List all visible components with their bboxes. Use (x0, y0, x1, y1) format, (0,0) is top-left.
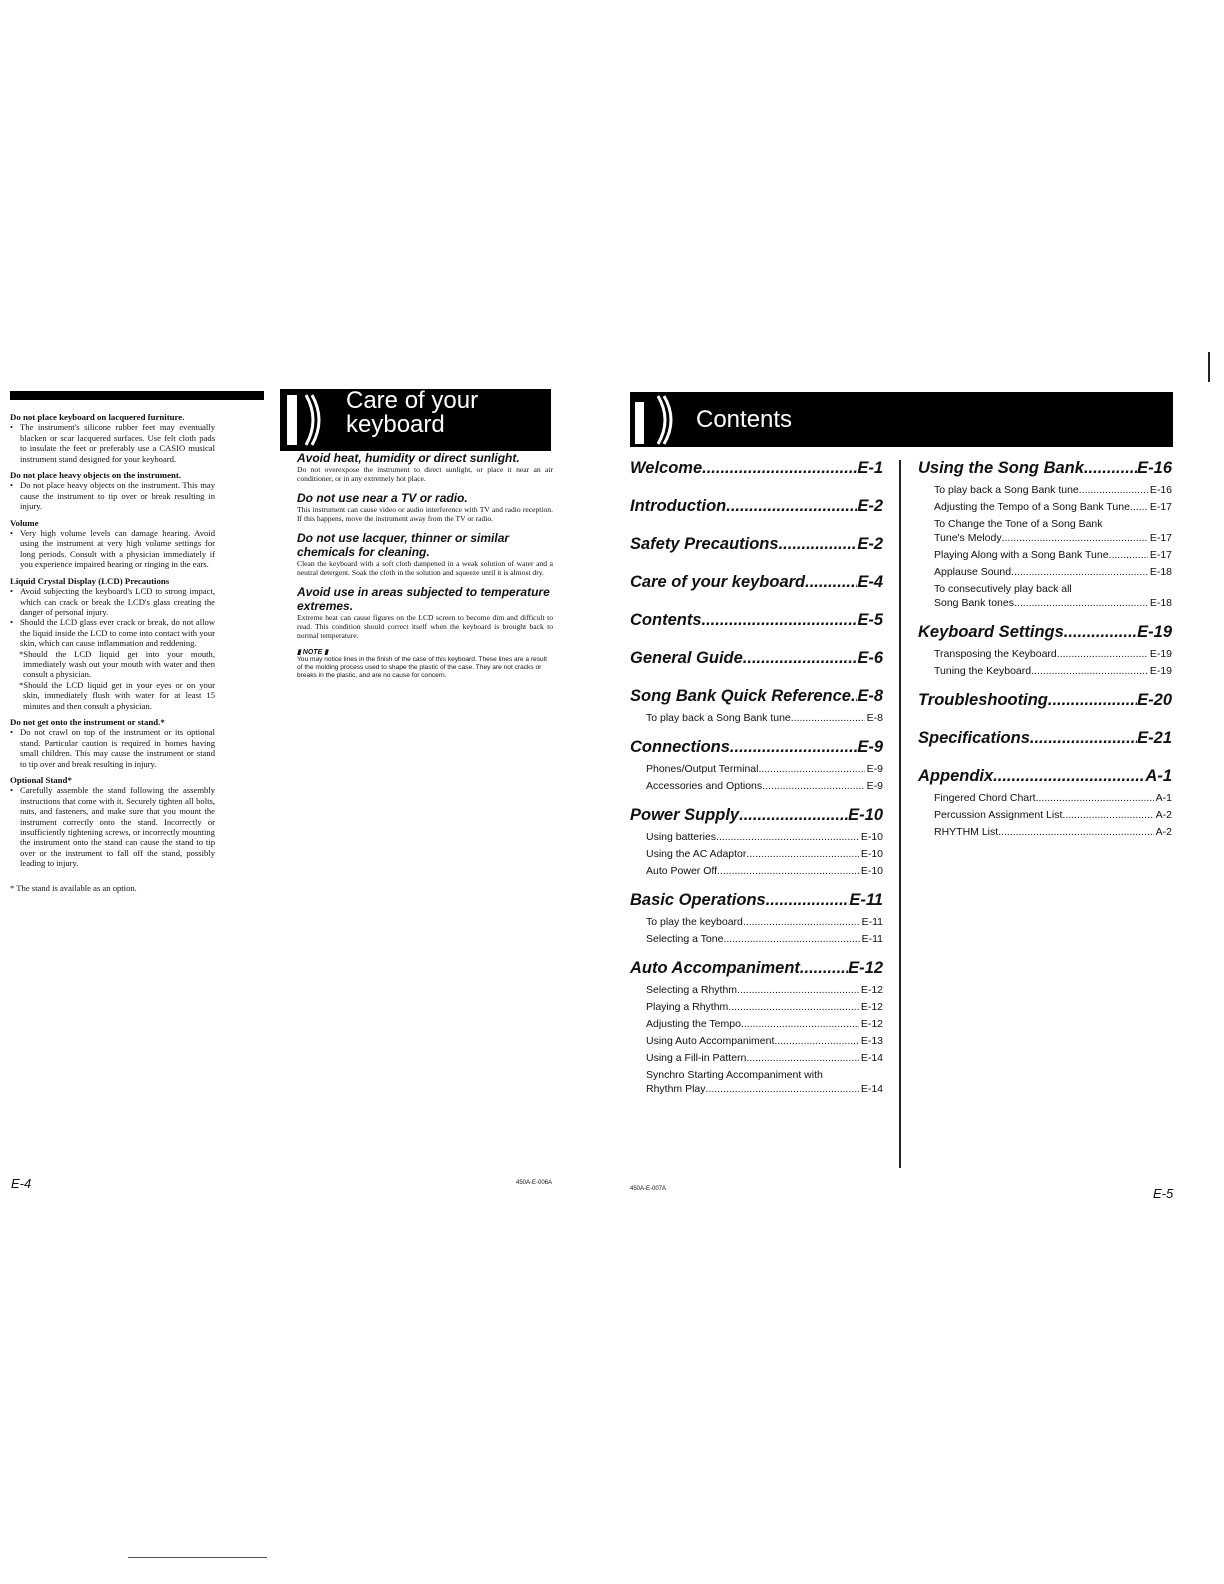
care-item (297, 491, 553, 523)
bullet-item (10, 422, 215, 464)
toc-subtitle: Applause Sound (934, 566, 1012, 578)
toc-subpage: E-17 (1149, 501, 1172, 513)
toc-subpage: A-2 (1155, 826, 1172, 838)
bottom-rule (128, 1557, 267, 1558)
toc-subtitle: Using Auto Accompaniment (646, 1035, 775, 1047)
section-heading: Volume (10, 517, 39, 528)
safety-section (10, 518, 215, 570)
toc-entry (918, 459, 1172, 609)
toc-subentries (630, 712, 883, 724)
toc-subpage: E-12 (860, 1001, 883, 1013)
toc-subentry-line (918, 518, 1172, 530)
header-marker (287, 395, 297, 445)
care-title: Care of your keyboard (346, 387, 479, 438)
toc-entry (630, 959, 883, 1095)
toc-entry (918, 623, 1172, 677)
toc-leader (779, 535, 858, 554)
toc-page: E-8 (857, 687, 883, 705)
toc-title: Welcome (630, 459, 703, 477)
toc-entry (630, 738, 883, 792)
toc-subpage: E-16 (1149, 484, 1172, 496)
toc-entry (630, 687, 883, 724)
toc-subpage: E-14 (860, 1052, 883, 1064)
toc-subentry (918, 532, 1172, 544)
bullet-item (10, 480, 215, 511)
toc-subpage: E-10 (860, 865, 883, 877)
toc-entry (630, 573, 883, 592)
toc-page: E-2 (857, 535, 883, 553)
toc-subtitle: Phones/Output Terminal (646, 763, 759, 775)
toc-leader (716, 831, 859, 843)
bullet-item (10, 785, 215, 868)
toc-leader (1036, 792, 1154, 804)
toc-leader (1064, 623, 1137, 642)
left-doc-code: 450A-E-006A (516, 1180, 553, 1186)
toc-page: E-2 (857, 497, 883, 515)
toc-title: Appendix (918, 767, 994, 785)
toc-leader (1011, 566, 1148, 578)
toc-subentries (918, 484, 1172, 609)
toc-subpage: E-18 (1149, 597, 1172, 609)
toc-subentry (918, 566, 1172, 578)
toc-right-column (918, 459, 1172, 852)
toc-subtitle: Selecting a Tone (646, 933, 724, 945)
bullet-text: Should the LCD glass ever crack or break, do not allow the liquid inside the LCD to come into contact with your skin, which can cause inflammation and reddening. (20, 617, 215, 649)
toc-leader (805, 573, 857, 592)
toc-title: Safety Precautions (630, 535, 779, 553)
toc-page: E-21 (1137, 729, 1172, 747)
toc-leader (1109, 549, 1148, 561)
contents-title: Contents (696, 406, 793, 433)
toc-subtitle-line1: Synchro Starting Accompaniment with (646, 1069, 823, 1081)
care-heading: Avoid heat, humidity or direct sunlight. (297, 451, 520, 465)
toc-subtitle: Rhythm Play (646, 1083, 706, 1095)
toc-subpage: E-8 (866, 712, 883, 724)
toc-leader (766, 891, 850, 910)
toc-subentry (630, 1001, 883, 1013)
toc-leader (728, 1001, 859, 1013)
toc-title: Song Bank Quick Reference (630, 687, 851, 705)
toc-leader (702, 459, 857, 478)
toc-leader (1057, 648, 1148, 660)
toc-subpage: E-11 (861, 916, 883, 928)
toc-leader (1030, 729, 1137, 748)
toc-subtitle: Song Bank tones (934, 597, 1014, 609)
toc-subpage: A-1 (1155, 792, 1172, 804)
toc-subpage: A-2 (1155, 809, 1172, 821)
toc-entry (918, 767, 1172, 838)
section-header-bar (10, 391, 264, 400)
toc-main-entry (918, 691, 1172, 710)
toc-main-entry (630, 649, 883, 668)
toc-title: Introduction (630, 497, 727, 515)
toc-leader (998, 826, 1153, 838)
toc-subpage: E-19 (1149, 665, 1172, 677)
section-heading: Do not place heavy objects on the instrument. (10, 470, 182, 481)
note-text: You may notice lines in the finish of the case of this keyboard. These lines are a result of the molding process used to shape the plastic of the case. They are not cracks or breaks in the plastic, and are no cause for concern. (297, 656, 547, 679)
note-label-text: NOTE (302, 649, 323, 656)
sub-note: *Should the LCD liquid get into your mouth, immediately wash out your mouth with water and then consult a physician. (19, 648, 215, 680)
toc-subentry (630, 763, 883, 775)
note-label: ▮ NOTE ▮ (297, 649, 329, 656)
toc-leader (758, 763, 864, 775)
toc-page: E-19 (1137, 623, 1172, 641)
toc-main-entry (918, 767, 1172, 786)
toc-subtitle: To play back a Song Bank tune (646, 712, 791, 724)
toc-subtitle: Percussion Assignment List (934, 809, 1063, 821)
toc-subtitle: Adjusting the Tempo (646, 1018, 741, 1030)
bullet-icon: • (10, 586, 14, 597)
toc-subentry (918, 484, 1172, 496)
section-heading: Optional Stand* (10, 775, 72, 785)
bullet-item (10, 586, 215, 617)
toc-leader (702, 611, 858, 630)
toc-leader (1014, 597, 1148, 609)
toc-subtitle: RHYTHM List (934, 826, 999, 838)
care-text: Extreme heat can cause figures on the LCD screen to become dim and difficult to read. This condition should correct itself when the keyboard is brought back to normal temperature. (297, 613, 553, 640)
care-text: Do not overexpose the instrument to direct sunlight, or place it near an air conditioner, or in any extremely hot place. (297, 465, 553, 483)
toc-subentry (918, 501, 1172, 513)
toc-subentries (630, 763, 883, 792)
section-heading: Liquid Crystal Display (LCD) Precautions (10, 575, 170, 586)
stand-footnote: * The stand is available as an option. (10, 882, 137, 893)
toc-subentry (630, 933, 883, 945)
bullet-icon: • (10, 528, 14, 539)
toc-entry (918, 729, 1172, 748)
toc-title: Power Supply (630, 806, 740, 824)
toc-main-entry (630, 497, 883, 516)
toc-page: E-1 (857, 459, 883, 477)
toc-leader (741, 1018, 859, 1030)
toc-entry (630, 806, 883, 877)
sub-note: *Should the LCD liquid get in your eyes or on your skin, immediately flush with water for at least 15 minutes and then consult a physician. (19, 679, 215, 711)
header-bracket-icon (654, 394, 684, 446)
toc-title: Contents (630, 611, 702, 629)
toc-main-entry (630, 738, 883, 757)
toc-subentries (918, 648, 1172, 677)
bullet-icon: • (10, 422, 14, 433)
bullet-text: Do not place heavy objects on the instrument. This may cause the instrument to tip over or break resulting in injury. (20, 480, 215, 512)
toc-subtitle: To play the keyboard (646, 916, 743, 928)
toc-title: Auto Accompaniment (630, 959, 800, 977)
toc-leader (791, 712, 865, 724)
care-text: This instrument can cause video or audio interference with TV and radio reception. If this happens, move the instrument away from the TV or radio. (297, 505, 553, 523)
toc-entry (630, 497, 883, 516)
toc-subentry (918, 809, 1172, 821)
toc-title: General Guide (630, 649, 743, 667)
toc-left-column (630, 459, 883, 1109)
toc-subentries (630, 831, 883, 877)
toc-entry (630, 891, 883, 945)
toc-main-entry (630, 459, 883, 478)
toc-subentries (918, 792, 1172, 838)
toc-title: Keyboard Settings (918, 623, 1064, 641)
toc-leader (774, 1035, 858, 1047)
bullet-text: Carefully assemble the stand following the assembly instructions that come with it. Securely tighten all bolts, nuts, and fasteners, and make sure that you mount the instrument correctly onto the stand. Incorrectly or insufficiently tightening screws, or incorrectly mounting the instrument onto the stand can cause the stand to tip over or the instrument to fall off the stand, possibly leading to injury. (20, 785, 215, 869)
bullet-text: Very high volume levels can damage hearing. Avoid using the instrument at very high volume settings for long periods. Consult with a physician immediately if you experience impaired hearing or ringing in the ears. (20, 528, 215, 570)
safety-text (10, 412, 215, 893)
toc-title: Troubleshooting (918, 691, 1048, 709)
toc-page: E-9 (857, 738, 883, 756)
toc-subpage: E-19 (1149, 648, 1172, 660)
toc-subtitle: Tuning the Keyboard (934, 665, 1032, 677)
bullet-item (10, 617, 215, 648)
toc-page: E-16 (1137, 459, 1172, 477)
toc-page: A-1 (1145, 767, 1172, 785)
toc-subtitle: Auto Power Off (646, 865, 718, 877)
toc-subpage: E-9 (866, 780, 883, 792)
toc-subentry (630, 712, 883, 724)
toc-subtitle: Using a Fill-in Pattern (646, 1052, 747, 1064)
care-heading: Avoid use in areas subjected to temperature extremes. (297, 585, 550, 613)
safety-section (10, 775, 215, 869)
toc-leader (1002, 532, 1148, 544)
toc-page: E-12 (848, 959, 883, 977)
toc-subentry (630, 865, 883, 877)
toc-entry (630, 611, 883, 630)
toc-subpage: E-17 (1149, 549, 1172, 561)
toc-subentry (918, 597, 1172, 609)
toc-leader (706, 1083, 859, 1095)
right-page-number: E-5 (1153, 1186, 1174, 1201)
toc-main-entry (630, 891, 883, 910)
toc-leader (743, 916, 860, 928)
toc-subtitle-line1: To consecutively play back all (934, 583, 1072, 595)
toc-title: Care of your keyboard (630, 573, 806, 591)
toc-subentry (630, 831, 883, 843)
toc-entry (918, 691, 1172, 710)
toc-leader (1062, 809, 1153, 821)
toc-subentry (918, 792, 1172, 804)
toc-subentry (918, 648, 1172, 660)
toc-subentry (630, 984, 883, 996)
toc-leader (1084, 459, 1137, 478)
toc-subtitle: Selecting a Rhythm (646, 984, 738, 996)
toc-subentry (918, 665, 1172, 677)
toc-subtitle: Fingered Chord Chart (934, 792, 1036, 804)
toc-leader (1031, 665, 1148, 677)
care-header-bar (280, 389, 551, 451)
bullet-item (10, 727, 215, 769)
toc-subentry (918, 549, 1172, 561)
toc-page: E-11 (849, 891, 883, 909)
safety-section (10, 412, 215, 464)
toc-subentry-line (918, 583, 1172, 595)
toc-subentry (630, 916, 883, 928)
toc-subpage: E-11 (861, 933, 883, 945)
toc-subpage: E-13 (860, 1035, 883, 1047)
toc-subentries (630, 916, 883, 945)
toc-subpage: E-14 (860, 1083, 883, 1095)
bullet-icon: • (10, 727, 14, 738)
toc-leader (743, 649, 858, 668)
care-heading: Do not use near a TV or radio. (297, 491, 468, 505)
toc-subentry (630, 1035, 883, 1047)
toc-subpage: E-12 (860, 984, 883, 996)
toc-subtitle: Accessories and Options (646, 780, 763, 792)
contents-header-bar (630, 392, 1173, 447)
toc-subtitle: Using batteries (646, 831, 717, 843)
toc-page: E-4 (857, 573, 883, 591)
safety-section (10, 470, 215, 512)
toc-subpage: E-10 (860, 831, 883, 843)
toc-entry (630, 535, 883, 554)
section-heading: Do not get onto the instrument or stand.* (10, 716, 165, 727)
toc-subentry-line (630, 1069, 883, 1081)
toc-subtitle: To play back a Song Bank tune (934, 484, 1079, 496)
toc-subentry (630, 1018, 883, 1030)
toc-leader (746, 848, 858, 860)
toc-subentry (630, 1052, 883, 1064)
toc-subtitle: Playing Along with a Song Bank Tune (934, 549, 1109, 561)
bullet-item (10, 528, 215, 570)
section-heading: Do not place keyboard on lacquered furniture. (10, 412, 185, 422)
toc-main-entry (918, 459, 1172, 478)
toc-title: Using the Song Bank (918, 459, 1084, 477)
toc-leader (730, 738, 857, 757)
toc-leader (993, 767, 1145, 786)
toc-leader (723, 933, 859, 945)
toc-main-entry (630, 687, 883, 706)
toc-main-entry (630, 573, 883, 592)
toc-subpage: E-18 (1149, 566, 1172, 578)
care-item (297, 531, 553, 577)
safety-section (10, 576, 215, 711)
toc-entry (630, 649, 883, 668)
toc-main-entry (918, 729, 1172, 748)
bullet-icon: • (10, 785, 14, 796)
toc-subtitle: Adjusting the Tempo of a Song Bank Tune (934, 501, 1130, 513)
bullet-text: The instrument's silicone rubber feet may eventually blacken or scar lacquered surfaces. Use felt cloth pads to insulate the feet or preferably use a CASIO musical instrument stand designed for your keyboard. (20, 422, 215, 464)
toc-subentry (630, 780, 883, 792)
toc-leader (717, 865, 859, 877)
right-doc-code: 450A-E-007A (630, 1186, 667, 1192)
toc-subentry (630, 1083, 883, 1095)
toc-subpage: E-17 (1149, 532, 1172, 544)
toc-leader (800, 959, 848, 978)
care-heading: Do not use lacquer, thinner or similar chemicals for cleaning. (297, 531, 510, 559)
header-marker (635, 402, 644, 444)
toc-page: E-20 (1137, 691, 1172, 709)
toc-leader (1079, 484, 1148, 496)
toc-main-entry (918, 623, 1172, 642)
toc-subentry (630, 848, 883, 860)
edge-mark (1208, 352, 1210, 382)
toc-main-entry (630, 535, 883, 554)
header-bracket-icon (302, 393, 332, 447)
toc-subtitle: Transposing the Keyboard (934, 648, 1057, 660)
care-column (297, 451, 553, 680)
toc-leader (1130, 501, 1148, 513)
toc-leader (746, 1052, 858, 1064)
toc-leader (1048, 691, 1137, 710)
toc-subtitle-line1: To Change the Tone of a Song Bank (934, 518, 1103, 530)
bullet-icon: • (10, 617, 14, 628)
toc-leader (762, 780, 865, 792)
toc-leader (726, 497, 857, 516)
toc-main-entry (630, 806, 883, 825)
toc-subpage: E-12 (860, 1018, 883, 1030)
toc-subtitle: Using the AC Adaptor (646, 848, 747, 860)
toc-leader (737, 984, 859, 996)
toc-subpage: E-10 (860, 848, 883, 860)
toc-page: E-10 (848, 806, 883, 824)
toc-entry (630, 459, 883, 478)
care-text: Clean the keyboard with a soft cloth dampened in a weak solution of water and a neutral detergent. Soak the cloth in the solution and squeeze until it is almost dry. (297, 559, 553, 577)
toc-leader (739, 806, 848, 825)
toc-title: Specifications (918, 729, 1030, 747)
toc-subtitle: Tune's Melody (934, 532, 1002, 544)
bullet-icon: • (10, 480, 14, 491)
toc-main-entry (630, 959, 883, 978)
toc-subentries (630, 984, 883, 1095)
toc-page: E-6 (857, 649, 883, 667)
care-item (297, 585, 553, 640)
column-divider (899, 460, 901, 1168)
safety-section (10, 717, 215, 769)
toc-title: Basic Operations (630, 891, 766, 909)
bullet-text: Do not crawl on top of the instrument or its optional stand. Particular caution is required in homes having small children. This may cause the instrument or stand to tip over and break resulting in injury. (20, 727, 215, 769)
toc-page: E-5 (857, 611, 883, 629)
toc-main-entry (630, 611, 883, 630)
care-item (297, 451, 553, 483)
left-page-number: E-4 (11, 1176, 32, 1191)
toc-title: Connections (630, 738, 730, 756)
bullet-text: Avoid subjecting the keyboard's LCD to strong impact, which can crack or break the LCD's glass creating the danger of personal injury. (20, 586, 215, 617)
toc-subpage: E-9 (866, 763, 883, 775)
toc-subentry (918, 826, 1172, 838)
toc-subtitle: Playing a Rhythm (646, 1001, 729, 1013)
